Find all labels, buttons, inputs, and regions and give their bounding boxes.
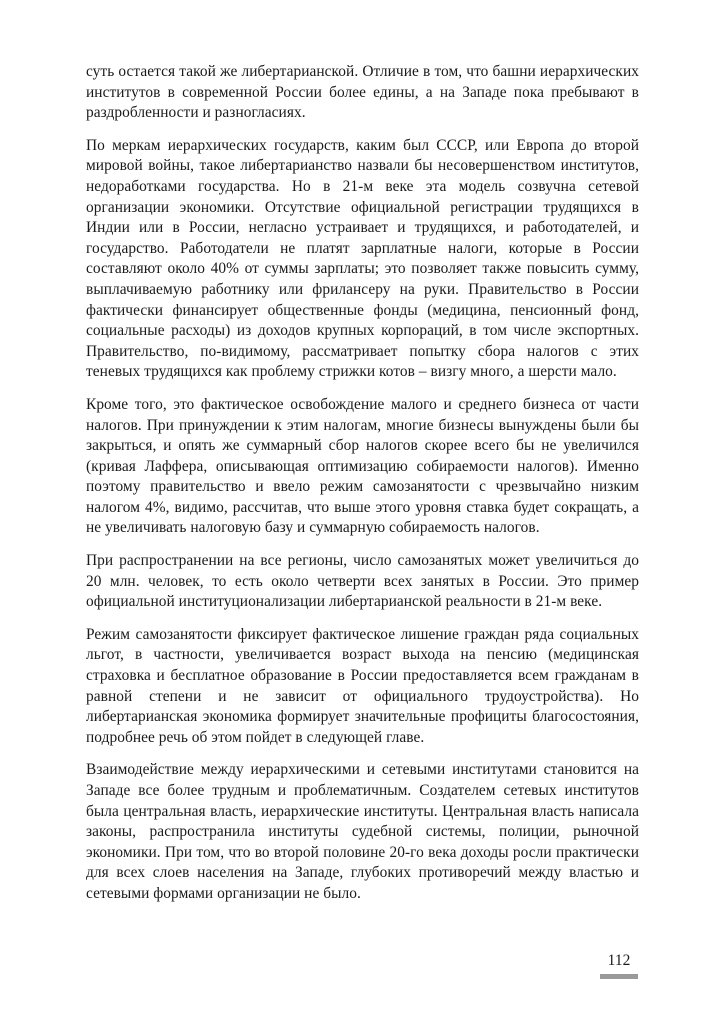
paragraph-5: Режим самозанятости фиксирует фактическое лишение граждан ряда социальных льгот, в частности, увеличивается возраст выхода на пенсию (медицинская страховка и бесплатное образование в России предоставляется всем гражданам в равной степени и не зависит от официального трудоустройства). Но либертарианская экономика формирует значительные профициты благосостояния, подробнее речь об этом пойдет в следующей главе.: [86, 625, 639, 746]
paragraph-2: По меркам иерархических государств, каким был СССР, или Европа до второй мировой войны, такое либертарианство назвали бы несовершенством институтов, недоработками государства. Но в 21-м веке эта модель созвучна сетевой организации экономики. Отсутствие официальной регистрации трудящихся в Индии или в России, негласно устраивает и трудящихся, и работодателей, и государство. Работодатели не платят зарплатные налоги, которые в России составляют около 40% от суммы зарплаты; это позволяет также повысить сумму, выплачиваемую работнику или фрилансеру на руки. Правительство в России фактически финансирует общественные фонды (медицина, пенсионный фонд, социальные расходы) из доходов крупных корпораций, в том числе экспортных. Правительство, по-видимому, рассматривает попытку сбора налогов с этих теневых трудящихся как проблему стрижки котов – визгу много, а шерсти мало.: [86, 136, 639, 381]
page-body: [86, 62, 639, 917]
paragraph-6: Взаимодействие между иерархическими и сетевыми институтами становится на Западе все более трудным и проблематичным. Создателем сетевых институтов была центральная власть, иерархические институты. Центральная власть написала законы, распространила институты судебной системы, полиции, рыночной экономики. При том, что во второй половине 20-го века доходы росли практически для всех слоев населения на Западе, глубоких противоречий между властью и сетевыми формами организации не было.: [86, 761, 639, 902]
paragraph-4: При распространении на все регионы, число самозанятых может увеличиться до 20 млн. человек, то есть около четверти всех занятых в России. Это пример официальной институционализации либертарианской реальности в 21-м веке.: [86, 552, 639, 611]
page-number-bar: [600, 974, 638, 979]
page-footer: [600, 952, 638, 979]
page-number: 112: [607, 952, 631, 969]
paragraph-3: Кроме того, это фактическое освобождение малого и среднего бизнеса от части налогов. При принуждении к этим налогам, многие бизнесы вынуждены были бы закрыться, и опять же суммарный сбор налогов скорее всего бы не увеличился (кривая Лаффера, описывающая оптимизацию собираемости налогов). Именно поэтому правительство и ввело режим самозанятости с чрезвычайно низким налогом 4%, видимо, рассчитав, что выше этого уровня ставка будет сокращать, а не увеличивать налоговую базу и суммарную собираемость налогов.: [86, 395, 639, 537]
paragraph-1: суть остается такой же либертарианской. Отличие в том, что башни иерархических институтов в современной России более едины, а на Западе пока пребывают в раздробленности и разногласиях.: [86, 63, 639, 122]
